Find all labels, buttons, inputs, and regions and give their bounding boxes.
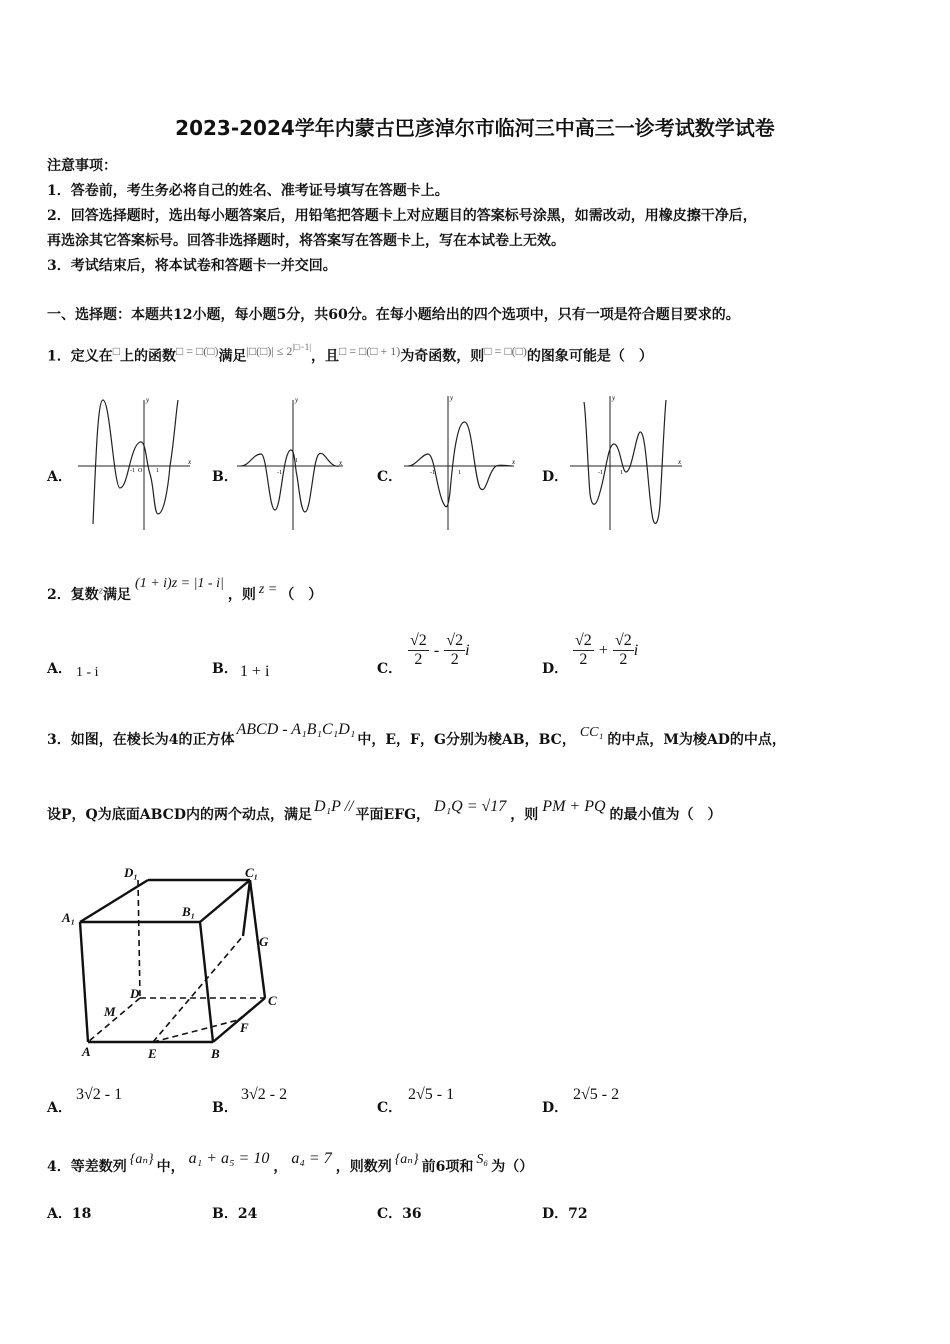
q3-option-b-value: 3√2 - 2 xyxy=(241,1086,288,1103)
svg-text:1: 1 xyxy=(295,458,298,464)
q4-option-b: B．24 xyxy=(212,1206,258,1222)
svg-text:-1: -1 xyxy=(130,468,135,474)
q1-graph-d xyxy=(568,392,686,532)
q1-option-a: A． xyxy=(47,469,72,485)
svg-text:y: y xyxy=(295,396,299,404)
q3-option-d-value: 2√5 - 2 xyxy=(573,1086,620,1103)
notice-heading: 注意事项： xyxy=(47,158,117,174)
q1-graph-b xyxy=(235,392,350,532)
question-3-line-2: 设P，Q为底面ABCD内的两个动点，满足 D₁P // 平面EFG， D₁Q = √17 ，则 PM + PQ 的最小值为（ ） xyxy=(47,798,722,823)
svg-text:E: E xyxy=(148,1046,157,1061)
svg-text:x: x xyxy=(512,458,516,466)
svg-text:-1: -1 xyxy=(598,470,603,476)
svg-text:x: x xyxy=(339,459,343,467)
svg-text:D₁: D₁ xyxy=(124,865,138,880)
svg-text:1: 1 xyxy=(620,470,623,476)
svg-text:G: G xyxy=(259,934,269,949)
q3-option-b: B． xyxy=(212,1100,238,1116)
question-4-text: 4．等差数列 {aₙ} 中， a₁ + a₅ = 10 ， a₄ = 7 ，则数列 {aₙ} 前6项和 S₆ 为（） xyxy=(47,1150,534,1175)
question-3-line-1: 3．如图，在棱长为4的正方体ABCD - A₁B₁C₁D₁中，E，F，G分别为棱AB，BC， CC₁ 的中点，M为棱AD的中点， xyxy=(47,721,786,748)
svg-text:1: 1 xyxy=(156,468,159,474)
q4-option-c: C．36 xyxy=(377,1206,422,1222)
q2-option-d-value: $\frac{√2}{2}$ + $\frac{√2}{2}$ i xyxy=(575,632,639,668)
q3-option-a: A． xyxy=(47,1100,72,1116)
svg-text:B₁: B₁ xyxy=(182,904,196,919)
svg-text:A: A xyxy=(82,1044,91,1059)
svg-text:A₁: A₁ xyxy=(62,910,76,925)
svg-text:D: D xyxy=(130,986,140,1001)
notice-item-3: 3．考试结束后，将本试卷和答题卡一并交回。 xyxy=(47,258,337,274)
q1-option-b: B． xyxy=(212,469,238,485)
svg-text:C: C xyxy=(268,993,277,1008)
svg-text:y: y xyxy=(146,396,150,404)
q2-option-a-value: 1 - i xyxy=(76,665,99,680)
q2-option-c: C． xyxy=(377,661,403,677)
q4-option-a: A．18 xyxy=(47,1206,92,1222)
svg-text:O: O xyxy=(138,468,143,474)
q2-option-d: D． xyxy=(542,661,569,677)
svg-text:F: F xyxy=(240,1020,249,1035)
q1-option-d: D． xyxy=(542,469,569,485)
svg-text:x: x xyxy=(678,458,682,466)
q2-option-a: A． xyxy=(47,661,72,677)
notice-item-2: 2．回答选择题时，选出每小题答案后，用铅笔把答题卡上对应题目的答案标号涂黑，如需改动，用橡皮擦干净后， xyxy=(47,208,757,224)
svg-text:1: 1 xyxy=(458,470,461,476)
q1-option-c: C． xyxy=(377,469,403,485)
svg-text:y: y xyxy=(450,394,454,402)
section-heading: 一、选择题：本题共12小题，每小题5分，共60分。在每小题给出的四个选项中，只有一项是符合题目要求的。 xyxy=(47,307,740,323)
q2-option-b-value: 1 + i xyxy=(240,663,270,680)
svg-text:-1: -1 xyxy=(430,470,435,476)
question-1-text: 1．定义在□上的函数□ = □(□)满足|□(□)| ≤ $2^{|□-1|}$，且□ = □(□ + 1)为奇函数，则□ = □(□)的图象可能是（ ） xyxy=(47,342,653,365)
svg-text:y: y xyxy=(612,394,616,402)
svg-text:M: M xyxy=(104,1004,116,1019)
q4-option-d: D．72 xyxy=(542,1206,588,1222)
q1-graph-c xyxy=(402,392,520,532)
svg-text:-1: -1 xyxy=(277,470,282,476)
q2-option-b: B． xyxy=(212,661,238,677)
svg-text:C₁: C₁ xyxy=(245,865,259,880)
notice-item-1: 1．答卷前，考生务必将自己的姓名、准考证号填写在答题卡上。 xyxy=(47,183,449,199)
svg-text:x: x xyxy=(188,458,192,466)
q3-cube-figure xyxy=(58,860,288,1065)
svg-text:B: B xyxy=(211,1046,220,1061)
q3-option-a-value: 3√2 - 1 xyxy=(76,1086,123,1103)
q3-option-c: C． xyxy=(377,1100,403,1116)
q3-option-c-value: 2√5 - 1 xyxy=(408,1086,455,1103)
question-2-text: 2．复数$^z$满足(1 + i)z = |1 - i|，则 z = （ ） xyxy=(47,576,323,603)
q1-graph-a xyxy=(78,392,198,532)
notice-item-2-cont: 再选涂其它答案标号。回答非选择题时，将答案写在答题卡上，写在本试卷上无效。 xyxy=(47,233,565,249)
page-title: 2023-2024学年内蒙古巴彦淖尔市临河三中高三一诊考试数学试卷 xyxy=(175,116,775,140)
q3-option-d: D． xyxy=(542,1100,569,1116)
q2-option-c-value: $\frac{√2}{2}$ - $\frac{√2}{2}$ i xyxy=(410,632,470,668)
